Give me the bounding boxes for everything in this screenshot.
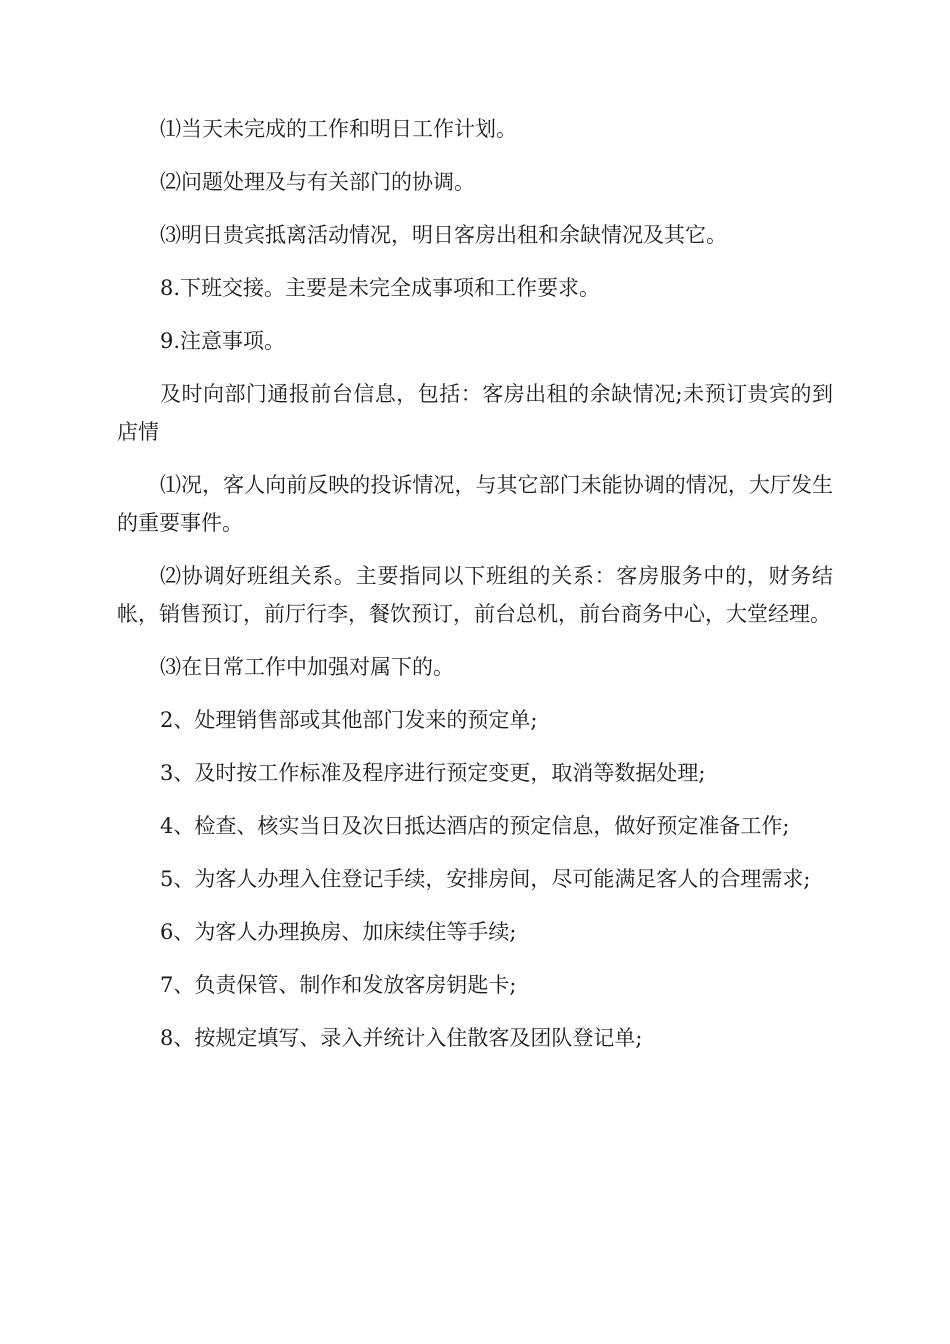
paragraph-10: 2、处理销售部或其他部门发来的预定单;: [160, 708, 538, 732]
paragraph-3: ⑶明日贵宾抵离活动情况，明日客房出租和余缺情况及其它。: [160, 223, 727, 247]
paragraph-14: 6、为客人办理换房、加床续住等手续;: [160, 920, 517, 944]
paragraph-8: ⑵协调好班组关系。主要指同以下班组的关系：客房服务中的，财务结帐，销售预订，前厅行李，餐饮预订，前台总机，前台商务中心，大堂经理。: [117, 564, 833, 626]
paragraph-1: ⑴当天未完成的工作和明日工作计划。: [160, 117, 517, 141]
paragraph-11: 3、及时按工作标准及程序进行预定变更，取消等数据处理;: [160, 761, 706, 785]
paragraph-7: ⑴况，客人向前反映的投诉情况，与其它部门未能协调的情况，大厅发生的重要事件。: [117, 473, 833, 535]
paragraph-5: 9.注意事项。: [160, 329, 286, 353]
paragraph-13: 5、为客人办理入住登记手续，安排房间，尽可能满足客人的合理需求;: [160, 867, 811, 891]
paragraph-6: 及时向部门通报前台信息，包括：客房出租的余缺情况;未预订贵宾的到店情: [117, 382, 833, 444]
paragraph-4: 8.下班交接。主要是未完全成事项和工作要求。: [160, 276, 601, 300]
paragraph-2: ⑵问题处理及与有关部门的协调。: [160, 170, 475, 194]
document-body: [117, 110, 833, 1072]
paragraph-9: ⑶在日常工作中加强对属下的。: [160, 655, 454, 679]
paragraph-16: 8、按规定填写、录入并统计入住散客及团队登记单;: [160, 1026, 643, 1050]
paragraph-15: 7、负责保管、制作和发放客房钥匙卡;: [160, 973, 517, 997]
paragraph-12: 4、检查、核实当日及次日抵达酒店的预定信息，做好预定准备工作;: [160, 814, 790, 838]
